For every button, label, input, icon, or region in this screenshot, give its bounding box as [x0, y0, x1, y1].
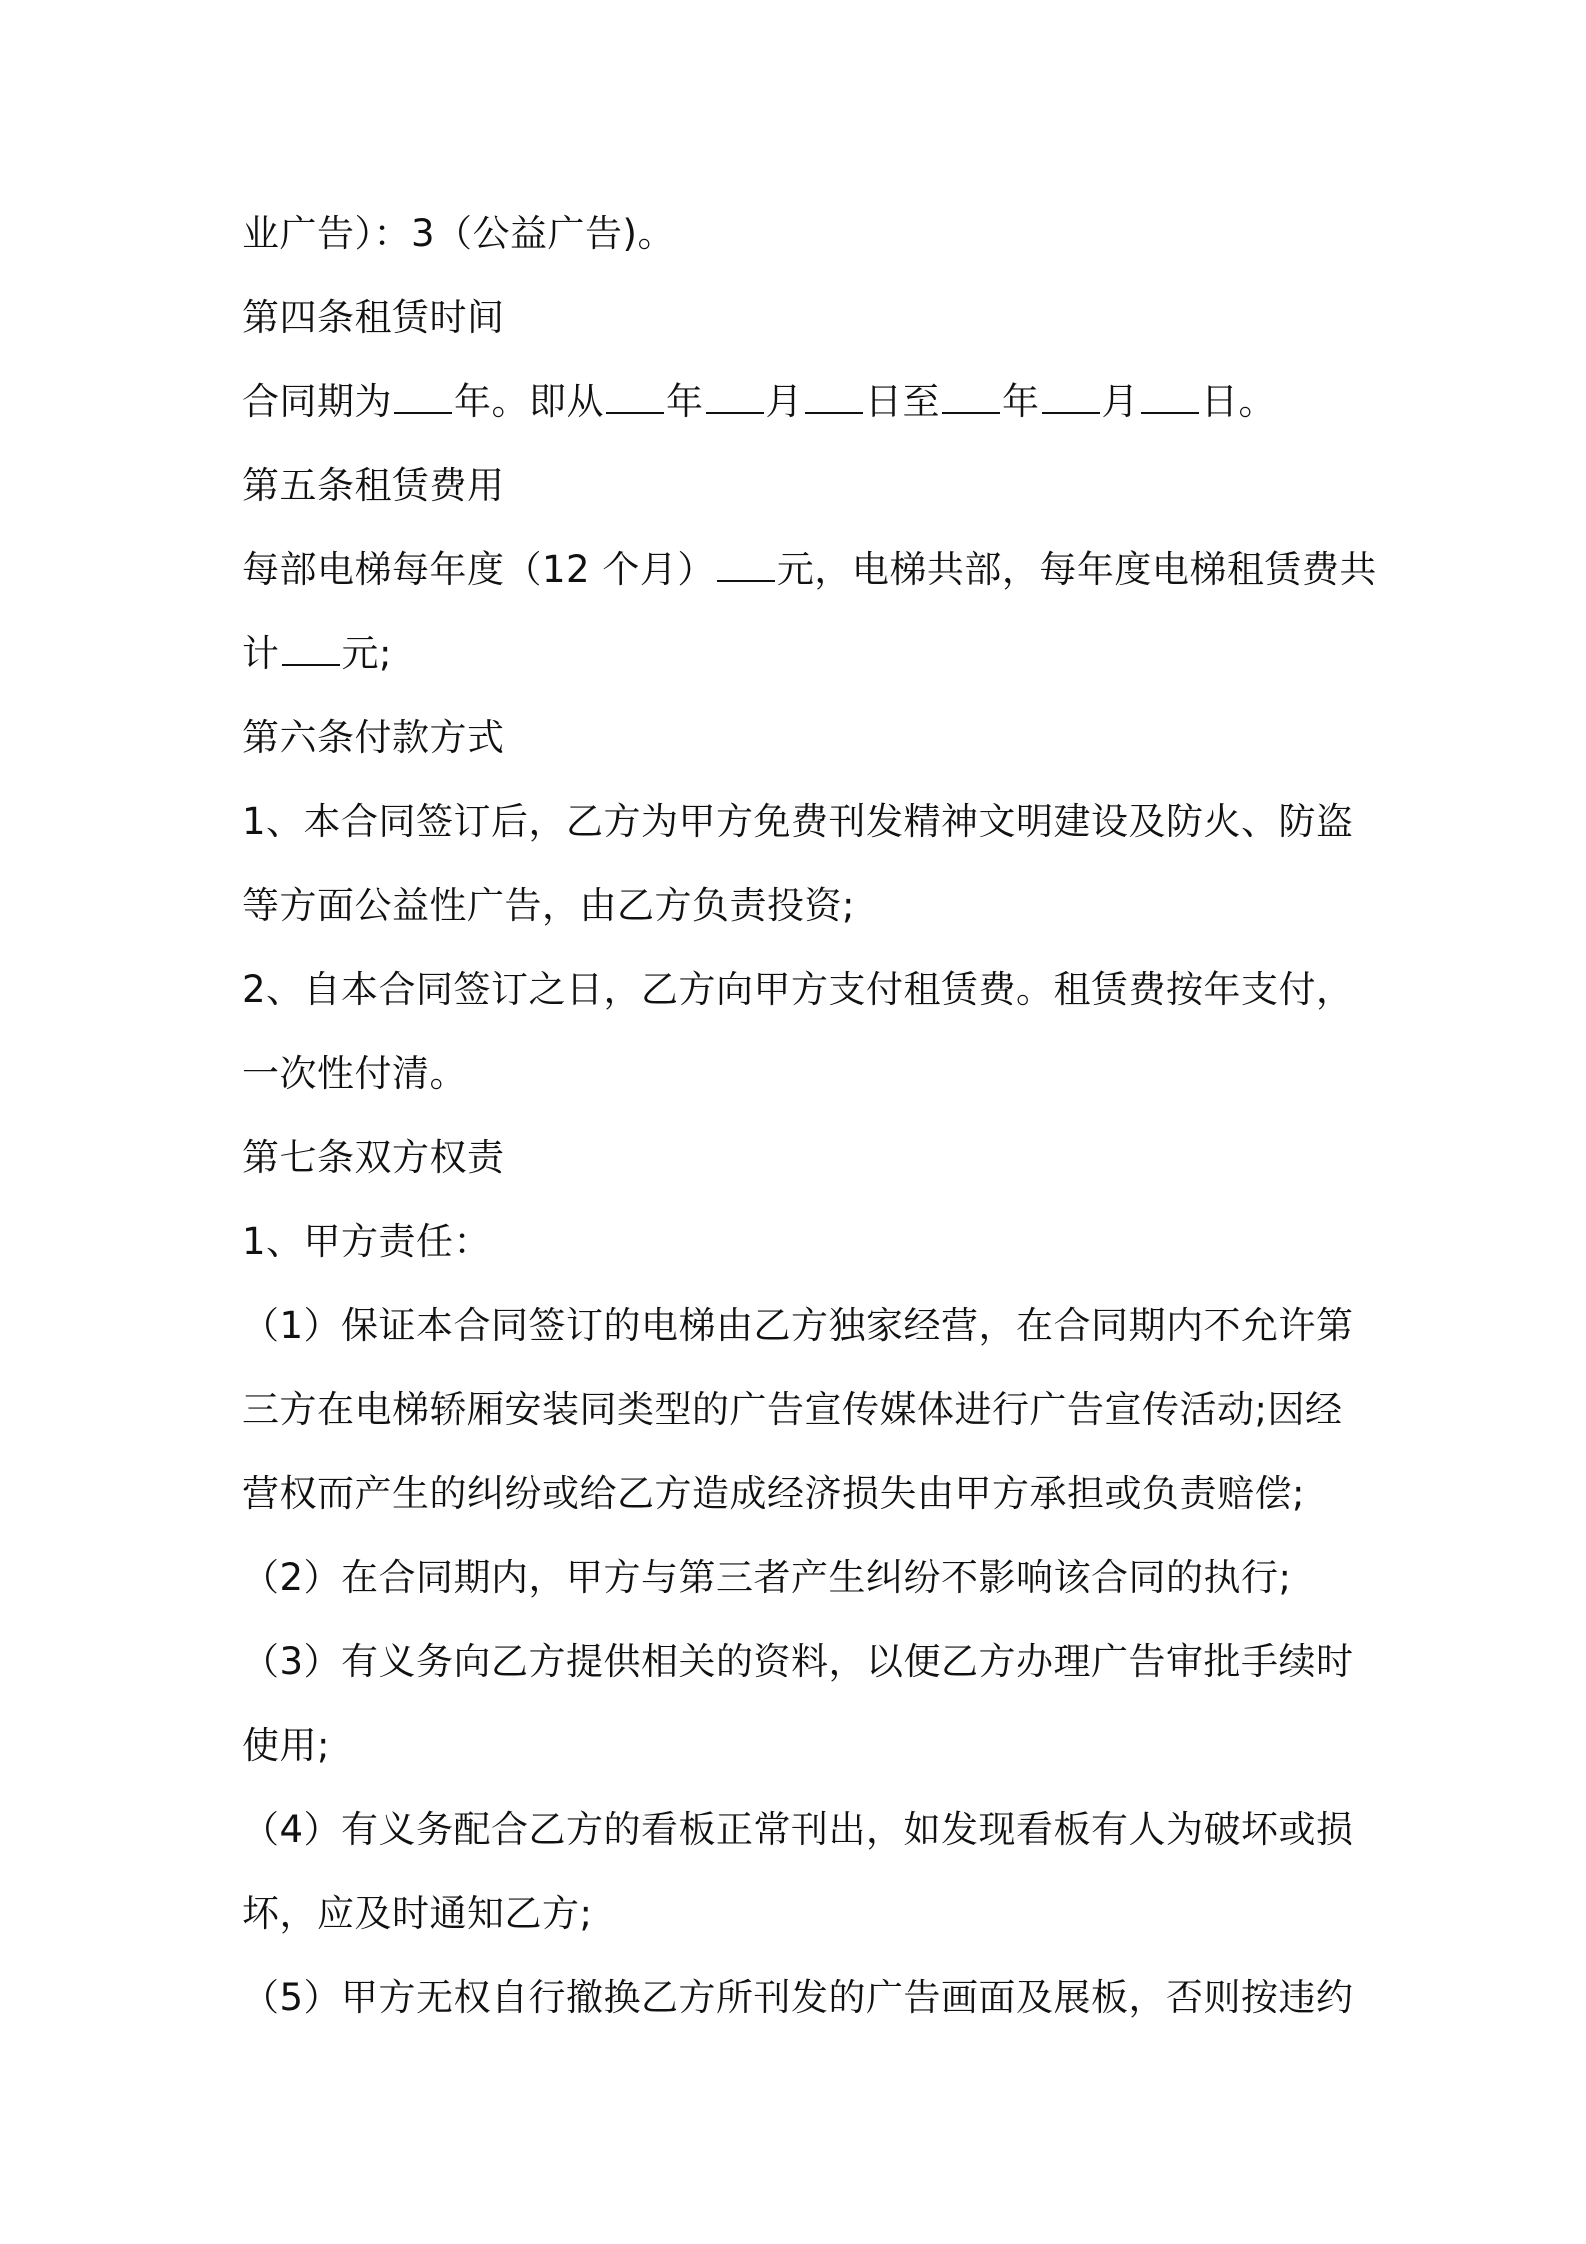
fill-in-blank[interactable] — [717, 550, 775, 582]
paragraph-line — [242, 192, 1362, 276]
paragraph-line — [242, 1200, 1362, 1284]
section-heading — [242, 1116, 1362, 1200]
paragraph-line — [242, 1788, 1362, 1872]
line-text: （1）保证本合同签订的电梯由乙方独家经营，在合同期内不允许第 — [242, 1304, 1354, 1347]
paragraph-line — [242, 780, 1362, 864]
line-segment: 元，电梯共部，每年度电梯租赁费共 — [776, 548, 1377, 591]
line-segment: 年 — [666, 380, 704, 423]
line-segment: 日。 — [1201, 380, 1276, 423]
line-text: 使用; — [242, 1724, 330, 1767]
line-segment: 元; — [341, 632, 392, 675]
line-segment: 每部电梯每年度（12 个月） — [242, 548, 715, 591]
fill-in-blank[interactable] — [394, 382, 452, 414]
line-segment: 月 — [1101, 380, 1139, 423]
paragraph-line — [242, 1368, 1362, 1452]
document-body — [242, 192, 1377, 2040]
paragraph-line — [242, 1956, 1362, 2040]
line-segment: 年 — [1002, 380, 1040, 423]
line-text: 坏，应及时通知乙方; — [242, 1892, 593, 1935]
fill-in-blank[interactable] — [282, 634, 340, 666]
heading-text: 第六条付款方式 — [242, 716, 505, 759]
line-segment: 合同期为 — [242, 380, 392, 423]
paragraph-line — [242, 1032, 1362, 1116]
section-heading — [242, 444, 1362, 528]
line-text: 等方面公益性广告，由乙方负责投资; — [242, 884, 855, 927]
contract-period-line — [242, 360, 1362, 444]
fill-in-blank[interactable] — [942, 382, 1000, 414]
line-text: 1、本合同签订后，乙方为甲方免费刊发精神文明建设及防火、防盗 — [242, 800, 1354, 843]
line-segment: 计 — [242, 632, 280, 675]
fill-in-blank[interactable] — [606, 382, 664, 414]
line-segment: 月 — [765, 380, 803, 423]
paragraph-line — [242, 1620, 1362, 1704]
line-text: 2、自本合同签订之日，乙方向甲方支付租赁费。租赁费按年支付， — [242, 968, 1354, 1011]
line-segment: 日至 — [865, 380, 940, 423]
paragraph-line — [242, 948, 1362, 1032]
line-text: 三方在电梯轿厢安装同类型的广告宣传媒体进行广告宣传活动;因经 — [242, 1388, 1343, 1431]
line-text: （2）在合同期内，甲方与第三者产生纠纷不影响该合同的执行; — [242, 1556, 1292, 1599]
rental-total-line — [242, 612, 1362, 696]
line-text: 业广告）：3（公益广告)。 — [242, 212, 675, 255]
heading-text: 第七条双方权责 — [242, 1136, 505, 1179]
paragraph-line — [242, 1284, 1362, 1368]
fill-in-blank[interactable] — [1042, 382, 1100, 414]
heading-text: 第五条租赁费用 — [242, 464, 505, 507]
paragraph-line — [242, 1452, 1362, 1536]
line-text: （3）有义务向乙方提供相关的资料，以便乙方办理广告审批手续时 — [242, 1640, 1354, 1683]
fill-in-blank[interactable] — [706, 382, 764, 414]
line-text: 1、甲方责任： — [242, 1220, 492, 1263]
fill-in-blank[interactable] — [1141, 382, 1199, 414]
line-segment: 年。即从 — [454, 380, 604, 423]
section-heading — [242, 696, 1362, 780]
paragraph-line — [242, 1536, 1362, 1620]
paragraph-line — [242, 1704, 1362, 1788]
fill-in-blank[interactable] — [805, 382, 863, 414]
line-text: 营权而产生的纠纷或给乙方造成经济损失由甲方承担或负责赔偿; — [242, 1472, 1305, 1515]
heading-text: 第四条租赁时间 — [242, 296, 505, 339]
paragraph-line — [242, 864, 1362, 948]
line-text: （4）有义务配合乙方的看板正常刊出，如发现看板有人为破坏或损 — [242, 1808, 1354, 1851]
line-text: （5）甲方无权自行撤换乙方所刊发的广告画面及展板，否则按违约 — [242, 1976, 1354, 2019]
rental-fee-line — [242, 528, 1377, 612]
paragraph-line — [242, 1872, 1362, 1956]
section-heading — [242, 276, 1362, 360]
line-text: 一次性付清。 — [242, 1052, 467, 1095]
